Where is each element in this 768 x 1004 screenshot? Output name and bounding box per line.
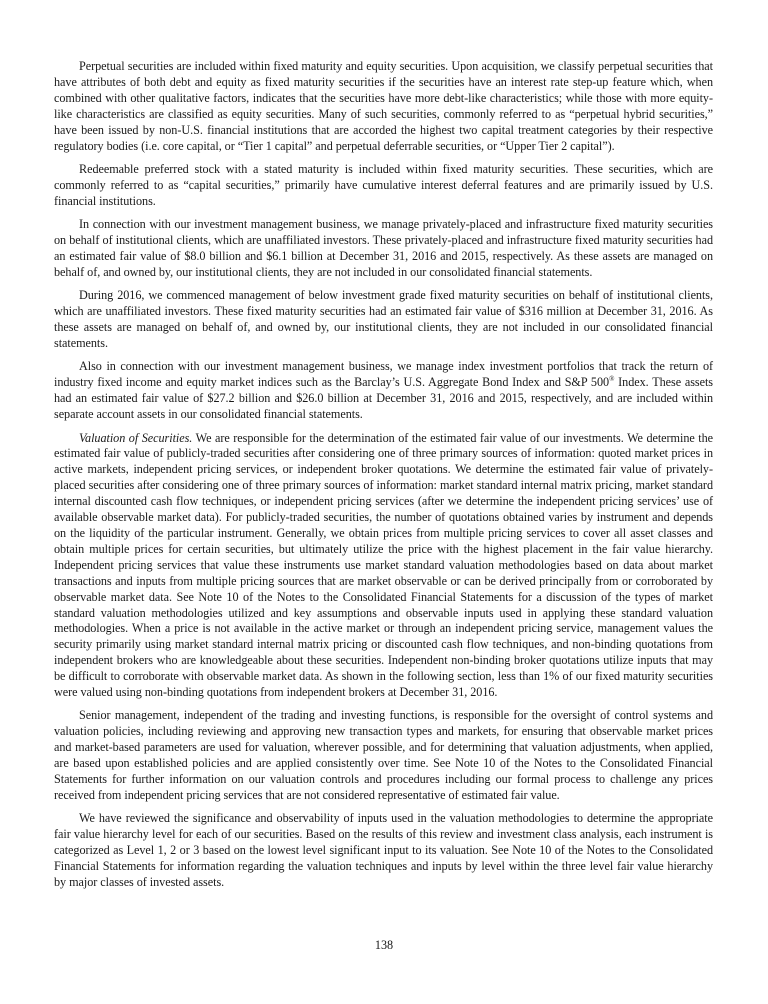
page-number: 138	[374, 938, 394, 952]
paragraph-text: Index. These assets had an estimated fair value of $27.2 billion and $26.0 billion at December 31, 2016 and 2015, respectively, and are included within separate account assets in our consolidated financial statements.	[54, 375, 713, 422]
section-heading-inline: Valuation of Securities.	[79, 430, 193, 445]
paragraph-below-investment-grade: During 2016, we commenced management of below investment grade fixed maturity securities on behalf of institutional clients, which are unaffiliated investors. These fixed maturity securities had an estimated fair value of $316 million at December 31, 2016. As these assets are managed on behalf of, and owned by, our institutional clients, they are not included in our consolidated financial statements.	[54, 288, 713, 350]
paragraph-text: Also in connection with our investment management business, we manage index investment portfolios that track the return of industry fixed income and equity market indices such as the Barclay’s U.S. Aggregate Bond Index and S&P 500	[54, 359, 713, 390]
paragraph-privately-placed-securities: In connection with our investment management business, we manage privately-placed and infrastructure fixed maturity securities on behalf of institutional clients, which are unaffiliated investors. These privately-placed and infrastructure fixed maturity securities had an estimated fair value of $8.0 billion and $6.1 billion at December 31, 2016 and 2015, respectively. As these assets are managed on behalf of, and owned by, our institutional clients, they are not included in our consolidated financial statements.	[54, 217, 713, 279]
paragraph-fair-value-hierarchy: We have reviewed the significance and observability of inputs used in the valuation methodologies to determine the appropriate fair value hierarchy level for each of our securities. Based on the results of this review and investment class analysis, each instrument is categorized as Level 1, 2 or 3 based on the lowest level significant input to its valuation. See Note 10 of the Notes to the Consolidated Financial Statements for information regarding the valuation techniques and inputs by level within the three level fair value hierarchy by major classes of invested assets.	[54, 811, 713, 889]
paragraph-perpetual-securities: Perpetual securities are included within fixed maturity and equity securities. Upon acquisition, we classify perpetual securities that have attributes of both debt and equity as fixed maturity securities if the securities have an interest rate step-up feature which, when combined with other qualitative factors, indicates that the securities have more debt-like characteristics; while those with more equity-like characteristics are classified as equity securities. Many of such securities, commonly referred to as “perpetual hybrid securities,” have been issued by non-U.S. financial institutions that are accorded the highest two capital treatment categories by their respective regulatory bodies (i.e. core capital, or “Tier 1 capital” and perpetual deferrable securities, or “Upper Tier 2 capital”).	[54, 59, 713, 153]
paragraph-text: We are responsible for the determination of the estimated fair value of our investments. We determine the estimated fair value of publicly-traded securities after considering one of three primary sources of information: quoted market prices in active markets, independent pricing services, or independent broker quotations. We determine the estimated fair value of privately-placed securities after considering one of three primary sources of information: market standard internal matrix pricing, market standard internal discounted cash flow techniques, or independent pricing services (after we determine the independent pricing services’ use of available observable market data). For publicly-traded securities, the number of quotations obtained varies by instrument and depends on the liquidity of the particular instrument. Generally, we obtain prices from multiple pricing services to cover all asset classes and obtain multiple prices for certain securities, but ultimately utilize the price with the highest placement in the fair value hierarchy. Independent pricing services that value these instruments use market standard valuation methodologies based on data about market transactions and inputs from multiple pricing sources that are market observable or can be derived principally from or corroborated by observable market data. See Note 10 of the Notes to the Consolidated Financial Statements for a discussion of the types of market standard valuation methodologies utilized and key assumptions and observable inputs used in applying these standard valuation methodologies. When a price is not available in the active market or through an independent pricing service, management values the security primarily using market standard internal matrix pricing or discounted cash flow techniques, and non-binding quotations from independent brokers who are knowledgeable about these securities. Independent non-binding broker quotations utilize inputs that may be difficult to corroborate with observable market data. As shown in the following section, less than 1% of our fixed maturity securities were valued using non-binding quotations from independent brokers at December 31, 2016.	[54, 430, 714, 700]
paragraph-index-portfolios	[54, 359, 713, 423]
registered-trademark-symbol: ®	[609, 375, 615, 384]
paragraph-redeemable-preferred-stock: Redeemable preferred stock with a stated maturity is included within fixed maturity securities. These securities, which are commonly referred to as “capital securities,” primarily have cumulative interest deferral features and are primarily issued by U.S. financial institutions.	[54, 161, 713, 208]
paragraph-valuation-of-securities	[54, 431, 713, 701]
paragraph-senior-management: Senior management, independent of the trading and investing functions, is responsible for the oversight of control systems and valuation policies, including reviewing and approving new transaction types and markets, for ensuring that observable market prices and market-based parameters are used for valuation, wherever possible, and for determining that valuation adjustments, when applied, are based upon established policies and are applied consistently over time. See Note 10 of the Notes to the Consolidated Financial Statements for further information on our valuation controls and procedures including our formal process to challenge any prices received from independent pricing services that are not considered representative of estimated fair value.	[54, 708, 713, 802]
document-body	[54, 59, 713, 898]
